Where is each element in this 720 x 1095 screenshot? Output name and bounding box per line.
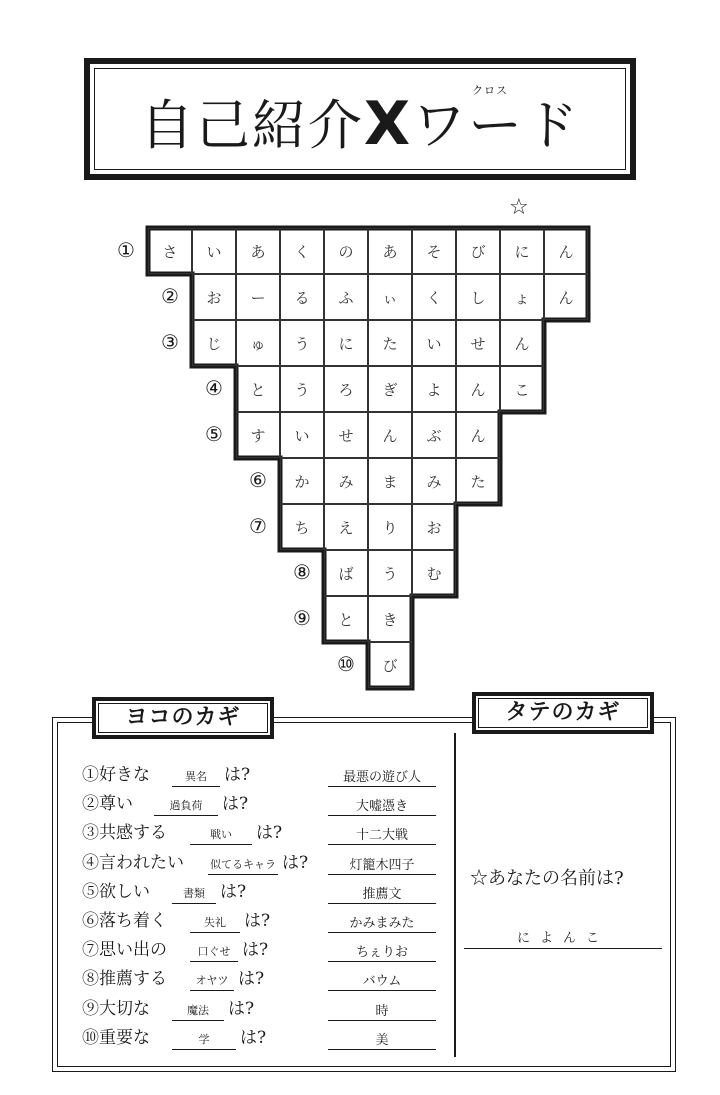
clue-answer[interactable]: 推薦文 [328,879,436,904]
clue-suffix: は? [256,823,283,844]
grid-cell[interactable]: ぃ [368,274,412,320]
row-number: ① [117,238,135,262]
grid-cell[interactable]: お [192,274,236,320]
grid-cell[interactable]: と [236,366,280,412]
row-number: ⑦ [249,514,267,538]
clue-blank[interactable]: 異名 [172,762,220,787]
grid-cell[interactable]: り [368,504,412,550]
clue-blank[interactable]: 過負荷 [154,791,218,816]
grid-cell[interactable]: く [280,228,324,274]
grid-cell[interactable]: ふ [324,274,368,320]
grid-cell[interactable]: ゅ [236,320,280,366]
clue-text: ⑩重要な [82,1027,150,1048]
grid-cell[interactable]: ん [544,228,588,274]
grid-cell[interactable]: ん [500,320,544,366]
clue-blank[interactable]: 学 [172,1025,236,1050]
clue-text: ②尊い [82,794,133,815]
grid-cell[interactable]: き [368,596,412,642]
clue-text: ①好きな [82,765,150,785]
grid-cell[interactable]: ょ [500,274,544,320]
clue-answer[interactable]: 時 [328,996,436,1021]
grid-cell[interactable]: い [192,228,236,274]
grid-cell[interactable]: に [324,320,368,366]
grid-cell[interactable]: う [280,366,324,412]
grid-cell[interactable]: く [412,274,456,320]
grid-cell[interactable]: び [368,642,412,688]
row-number: ⑥ [249,468,267,492]
clue-text: ③共感する [82,823,167,844]
grid-cell[interactable]: み [324,458,368,504]
yoko-label: ヨコのカギ [92,697,274,739]
title-x-mark: X [363,89,413,159]
grid-cell[interactable]: ん [456,366,500,412]
grid-cell[interactable]: い [412,320,456,366]
clue-answer[interactable]: 灯籠木四子 [328,850,436,875]
clue-answer[interactable]: かみまみた [328,908,436,933]
grid-cell[interactable]: じ [192,320,236,366]
grid-cell[interactable]: ぶ [412,412,456,458]
grid-cell[interactable]: し [456,274,500,320]
clue-text: ⑥落ち着く [82,911,167,931]
clue-blank[interactable]: 失礼 [190,908,240,933]
grid-cell[interactable]: の [324,228,368,274]
grid-cell[interactable]: ん [544,274,588,320]
clue-suffix: は? [222,794,249,815]
grid-cell[interactable]: ち [280,504,324,550]
clue-suffix: は? [220,881,247,902]
grid-cell[interactable]: え [324,504,368,550]
clue-answer[interactable]: ちぇりお [328,937,436,962]
clue-answer[interactable]: 最悪の遊び人 [328,762,436,787]
row-number: ⑧ [293,560,311,584]
clue-answer[interactable]: バウム [328,966,436,991]
clue-text: ⑧推薦する [82,969,167,990]
grid-cell[interactable]: と [324,596,368,642]
grid-cell[interactable]: ぎ [368,366,412,412]
grid-cell[interactable]: ま [368,458,412,504]
grid-cell[interactable]: ば [324,550,368,596]
grid-cell[interactable]: そ [412,228,456,274]
grid-cell[interactable]: う [280,320,324,366]
name-answer[interactable]: によんこ [464,924,662,949]
clue-text: ⑨大切な [82,998,150,1019]
row-number: ⑤ [205,422,223,446]
clue-blank[interactable]: 口ぐせ [190,937,238,962]
panel-divider [454,733,456,1057]
title-suffix-text: ワード [412,94,581,157]
clue-blank[interactable]: 書類 [172,879,216,904]
clue-suffix: は? [238,969,265,990]
title-ruby: クロス [472,84,508,97]
row-number: ⑩ [337,652,355,676]
clue-suffix: は? [240,1027,267,1048]
grid-cell[interactable]: み [412,458,456,504]
grid-cell[interactable]: よ [412,366,456,412]
clue-text: ⑦思い出の [82,940,167,961]
name-question: ☆あなたの名前は? [470,868,624,889]
row-number: ② [161,284,179,308]
title-main-text: 自己紹介 [139,94,364,157]
grid-cell[interactable]: ん [456,412,500,458]
clue-answer[interactable]: 十二大戦 [328,820,436,845]
grid-cell[interactable]: あ [368,228,412,274]
clue-blank[interactable]: 似てるキャラ [208,850,278,875]
tate-label: タテのカギ [472,692,654,734]
clue-text: ④言われたい [82,852,184,873]
grid-cell[interactable]: す [236,412,280,458]
grid-cell[interactable]: た [456,458,500,504]
clue-suffix: は? [244,911,271,931]
clue-text: ⑤欲しい [82,881,150,902]
clue-suffix: は? [242,940,269,961]
row-number: ⑨ [293,606,311,630]
star-icon: ☆ [509,195,529,220]
grid-cell[interactable]: か [280,458,324,504]
clue-suffix: は? [228,998,255,1019]
grid-cell[interactable]: ー [236,274,280,320]
grid-cell[interactable]: む [412,550,456,596]
grid-cell[interactable]: さ [148,228,192,274]
grid-cell[interactable]: あ [236,228,280,274]
clue-blank[interactable]: 戦い [190,820,252,845]
grid-cell[interactable]: う [368,550,412,596]
grid-cell[interactable]: ろ [324,366,368,412]
clue-blank[interactable]: 魔法 [172,996,224,1021]
grid-cell[interactable]: い [280,412,324,458]
clue-blank[interactable]: オヤツ [190,966,234,991]
grid-cell[interactable]: に [500,228,544,274]
clue-answer[interactable]: 大嘘憑き [328,791,436,816]
grid-cell[interactable]: た [368,320,412,366]
clue-answer[interactable]: 美 [328,1025,436,1050]
grid-cell[interactable]: せ [324,412,368,458]
grid-cell[interactable]: ん [368,412,412,458]
grid-cell[interactable]: び [456,228,500,274]
clue-suffix: は? [224,765,251,785]
row-number: ④ [205,376,223,400]
grid-cell[interactable]: せ [456,320,500,366]
row-number: ③ [161,330,179,354]
grid-cell[interactable]: こ [500,366,544,412]
grid-cell[interactable]: る [280,274,324,320]
clue-suffix: は? [282,852,309,873]
grid-cell[interactable]: お [412,504,456,550]
